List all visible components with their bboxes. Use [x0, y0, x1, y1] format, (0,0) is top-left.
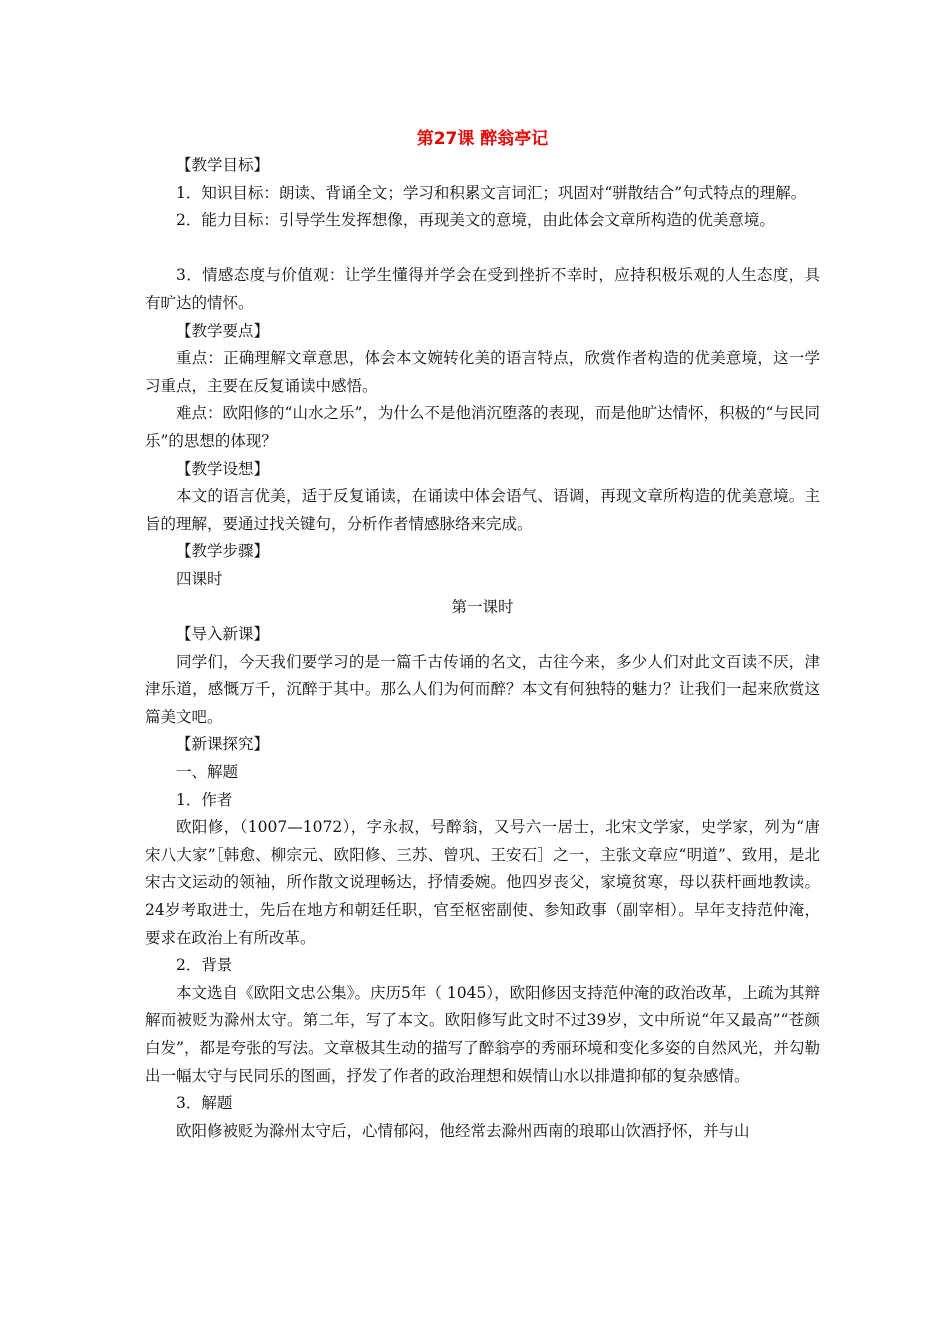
subheading-author: 1．作者: [176, 790, 233, 809]
section-heading-intro: 【导入新课】: [176, 625, 270, 644]
paragraph-design: 本文的语言优美，适于反复诵读，在诵读中体会语气、语调，再现文章所构造的优美意境。主旨的理解，要通过找关键句，分析作者情感脉络来完成。: [145, 487, 820, 533]
subheading-background: 2．背景: [176, 956, 233, 975]
paragraph-author: 欧阳修，（1007—1072），字永叔，号醉翁，又号六一居士，北宋文学家，史学家，列为“唐宋八大家”［韩愈、柳宗元、欧阳修、三苏、曾巩、王安石］之一，主张文章应“明道”、致用，是北宋古文运动的领袖，所作散文说理畅达，抒情委婉。他四岁丧父，家境贫寒，母以获杆画地教读。24岁考取进士，先后在地方和朝廷任职，官至枢密副使、参知政事（副宰相）。早年支持范仲淹，要求在政治上有所改革。: [145, 818, 820, 947]
paragraph-intro: 同学们，今天我们要学习的是一篇千古传诵的名文，古往今来，多少人们对此文百读不厌，津津乐道，感慨万千，沉醉于其中。那么人们为何而醉？本文有何独特的魅力？让我们一起来欣赏这篇美文吧。: [145, 652, 820, 726]
paragraph-key-focus: 重点：正确理解文章意思，体会本文婉转化美的语言特点，欣赏作者构造的优美意境，这一学习重点，主要在反复诵读中感悟。: [145, 349, 820, 395]
section-heading-keypoints: 【教学要点】: [176, 321, 270, 340]
document-title: 第27课 醉翁亭记: [416, 129, 549, 149]
paragraph-explain: 欧阳修被贬为滁州太守后，心情郁闷，他经常去滁州西南的琅耶山饮酒抒怀，并与山: [176, 1121, 750, 1140]
paragraph-goal-3: 3．情感态度与价值观：让学生懂得并学会在受到挫折不幸时，应持积极乐观的人生态度，具有旷达的情怀。: [145, 266, 820, 312]
section-heading-explore: 【新课探究】: [176, 735, 270, 754]
subheading-explain: 3．解题: [176, 1094, 233, 1113]
subheading-title-explain: 一、解题: [176, 763, 239, 782]
section-heading-goals: 【教学目标】: [176, 156, 270, 174]
blank-line: [145, 235, 820, 263]
document-page: [145, 126, 820, 1145]
paragraph-goal-1: 1．知识目标：朗读、背诵全文；学习和积累文言词汇；巩固对“骈散结合”句式特点的理解。: [176, 183, 807, 202]
section-heading-design: 【教学设想】: [176, 459, 270, 478]
paragraph-background: 本文选自《欧阳文忠公集》。庆历5年（ 1045），欧阳修因支持范仲淹的政治改革，上疏为其辩解而被贬为滁州太守。第二年，写了本文。欧阳修写此文时不过39岁，文中所说“年又最高”“苍颜白发”，都是夸张的写法。文章极其生动的描写了醉翁亭的秀丽环境和变化多姿的自然风光，并勾勒出一幅太守与民同乐的图画，抒发了作者的政治理想和娱情山水以排遣抑郁的复杂感情。: [145, 983, 820, 1085]
text-hours: 四课时: [176, 569, 223, 588]
lesson-heading: 第一课时: [451, 597, 514, 616]
section-heading-steps: 【教学步骤】: [176, 542, 270, 561]
paragraph-key-difficulty: 难点：欧阳修的“山水之乐”，为什么不是他消沉堕落的表现，而是他旷达情怀，积极的“与民同乐”的思想的体现？: [145, 404, 820, 450]
paragraph-goal-2: 2．能力目标：引导学生发挥想像，再现美文的意境，由此体会文章所构造的优美意境。: [176, 211, 775, 230]
